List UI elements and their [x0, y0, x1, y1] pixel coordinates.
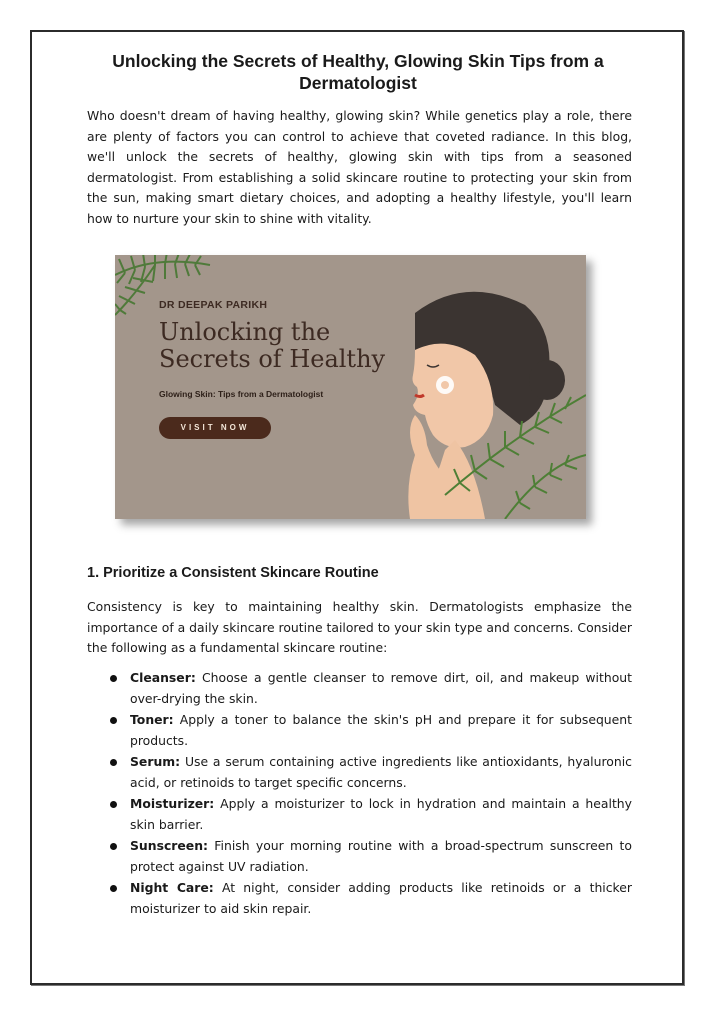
tip-text: Use a serum containing active ingredients like antioxidants, hyaluronic acid, or retinoids to target specific concerns. [130, 754, 632, 790]
list-item [106, 668, 632, 709]
article-intro: Who doesn't dream of having healthy, glowing skin? While genetics play a role, there are plenty of factors you can control to achieve that coveted radiance. In this blog, we'll unlock the secrets of healthy, glowing skin with tips from a seasoned dermatologist. From establishing a solid skincare routine to protecting your skin from the sun, making smart dietary choices, and adopting a healthy lifestyle, you'll learn how to nurture your skin to shine with vitality. [87, 108, 632, 226]
woman-illustration [408, 292, 565, 519]
article-title: Unlocking the Secrets of Healthy, Glowing Skin Tips from a Dermatologist [112, 51, 604, 93]
banner-brand: DR DEEPAK PARIKH [159, 299, 268, 311]
bullet-icon [110, 843, 117, 850]
section-heading: 1. Prioritize a Consistent Skincare Routine [87, 565, 379, 581]
banner-illustration [115, 255, 586, 519]
tip-term: Moisturizer: [130, 796, 215, 811]
tip-term: Serum: [130, 754, 181, 769]
bullet-icon [110, 717, 117, 724]
banner-heading: Unlocking the Secrets of Healthy [159, 318, 386, 373]
tip-text: Apply a moisturizer to lock in hydration and maintain a healthy skin barrier. [130, 796, 632, 832]
list-item [106, 752, 632, 793]
bullet-icon [110, 675, 117, 682]
tip-text: Apply a toner to balance the skin's pH and prepare it for subsequent products. [130, 712, 632, 748]
bullet-icon [110, 759, 117, 766]
tip-text: At night, consider adding products like retinoids or a thicker moisturizer to aid skin repair. [130, 880, 632, 916]
banner-image [115, 255, 586, 519]
tip-term: Sunscreen: [130, 838, 208, 853]
tip-text: Choose a gentle cleanser to remove dirt, oil, and makeup without over-drying the skin. [130, 670, 632, 706]
list-item [106, 836, 632, 877]
skincare-tips-list [106, 668, 632, 920]
tip-term: Night Care: [130, 880, 214, 895]
list-item [106, 710, 632, 751]
list-item [106, 794, 632, 835]
banner-subheading: Glowing Skin: Tips from a Dermatologist [159, 389, 324, 399]
tip-text: Finish your morning routine with a broad-spectrum sunscreen to protect against UV radiation. [130, 838, 632, 874]
tip-term: Cleanser: [130, 670, 196, 685]
section-intro: Consistency is key to maintaining healthy skin. Dermatologists emphasize the importance of a daily skincare routine tailored to your skin type and concerns. Consider the following as a fundamental skincare routine: [87, 599, 632, 655]
tip-term: Toner: [130, 712, 174, 727]
list-item [106, 878, 632, 919]
visit-now-button[interactable]: VISIT NOW [159, 417, 271, 439]
bullet-icon [110, 885, 117, 892]
bullet-icon [110, 801, 117, 808]
